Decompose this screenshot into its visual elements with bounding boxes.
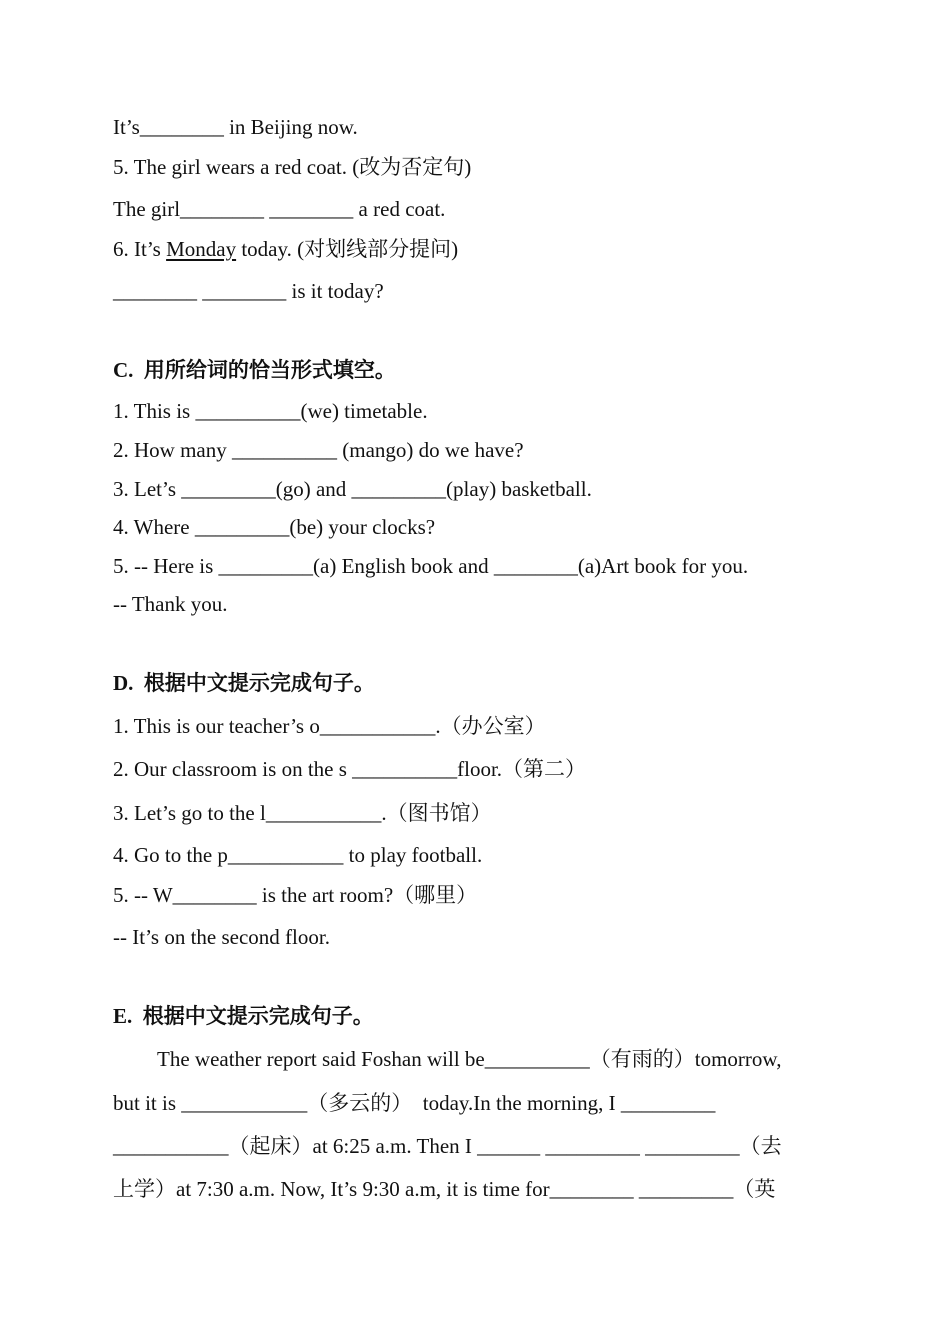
section-c-item-5: 5. -- Here is _________(a) English book and ________(a)Art book for you. xyxy=(113,554,749,578)
section-c-item-4: 4. Where _________(be) your clocks? xyxy=(113,515,436,539)
question-6 xyxy=(113,235,458,263)
question-6-underlined-word: Monday xyxy=(166,237,237,261)
section-c-item-3: 3. Let’s _________(go) and _________(play) basketball. xyxy=(113,477,592,501)
section-c-heading: C. 用所给词的恰当形式填空。 xyxy=(113,358,396,382)
question-6-answer: ________ ________ is it today? xyxy=(113,279,384,303)
exercise-line: It’s________ in Beijing now. xyxy=(113,115,358,139)
section-e-passage-line-1: The weather report said Foshan will be__________（有雨的）tomorrow, xyxy=(157,1047,782,1071)
section-e-heading: E. 根据中文提示完成句子。 xyxy=(113,1004,374,1028)
question-5-answer: The girl________ ________ a red coat. xyxy=(113,197,446,221)
section-e-passage-line-2: but it is ____________（多云的） today.In the morning, I _________ xyxy=(113,1091,716,1115)
question-5: 5. The girl wears a red coat. (改为否定句) xyxy=(113,155,472,179)
question-6-prefix: 6. It’s xyxy=(113,237,167,261)
section-d-item-5-reply: -- It’s on the second floor. xyxy=(113,925,330,949)
section-e-passage-line-4: 上学）at 7:30 a.m. Now, It’s 9:30 a.m, it is time for________ _________（英 xyxy=(113,1177,776,1201)
section-d-item-3: 3. Let’s go to the l___________.（图书馆） xyxy=(113,801,492,825)
section-d-item-5: 5. -- W________ is the art room?（哪里） xyxy=(113,883,478,907)
section-d-heading: D. 根据中文提示完成句子。 xyxy=(113,671,375,695)
section-d-item-4: 4. Go to the p___________ to play football. xyxy=(113,843,483,867)
section-c-item-2: 2. How many __________ (mango) do we have? xyxy=(113,438,524,462)
section-d-item-1: 1. This is our teacher’s o___________.（办公室） xyxy=(113,714,546,738)
section-e-passage-line-3: ___________（起床）at 6:25 a.m. Then I ______ _________ _________（去 xyxy=(113,1134,782,1158)
section-c-item-5-reply: -- Thank you. xyxy=(113,592,228,616)
section-d-item-2: 2. Our classroom is on the s __________floor.（第二） xyxy=(113,757,587,781)
question-6-suffix: today. (对划线部分提问) xyxy=(236,237,459,261)
section-c-item-1: 1. This is __________(we) timetable. xyxy=(113,399,428,423)
